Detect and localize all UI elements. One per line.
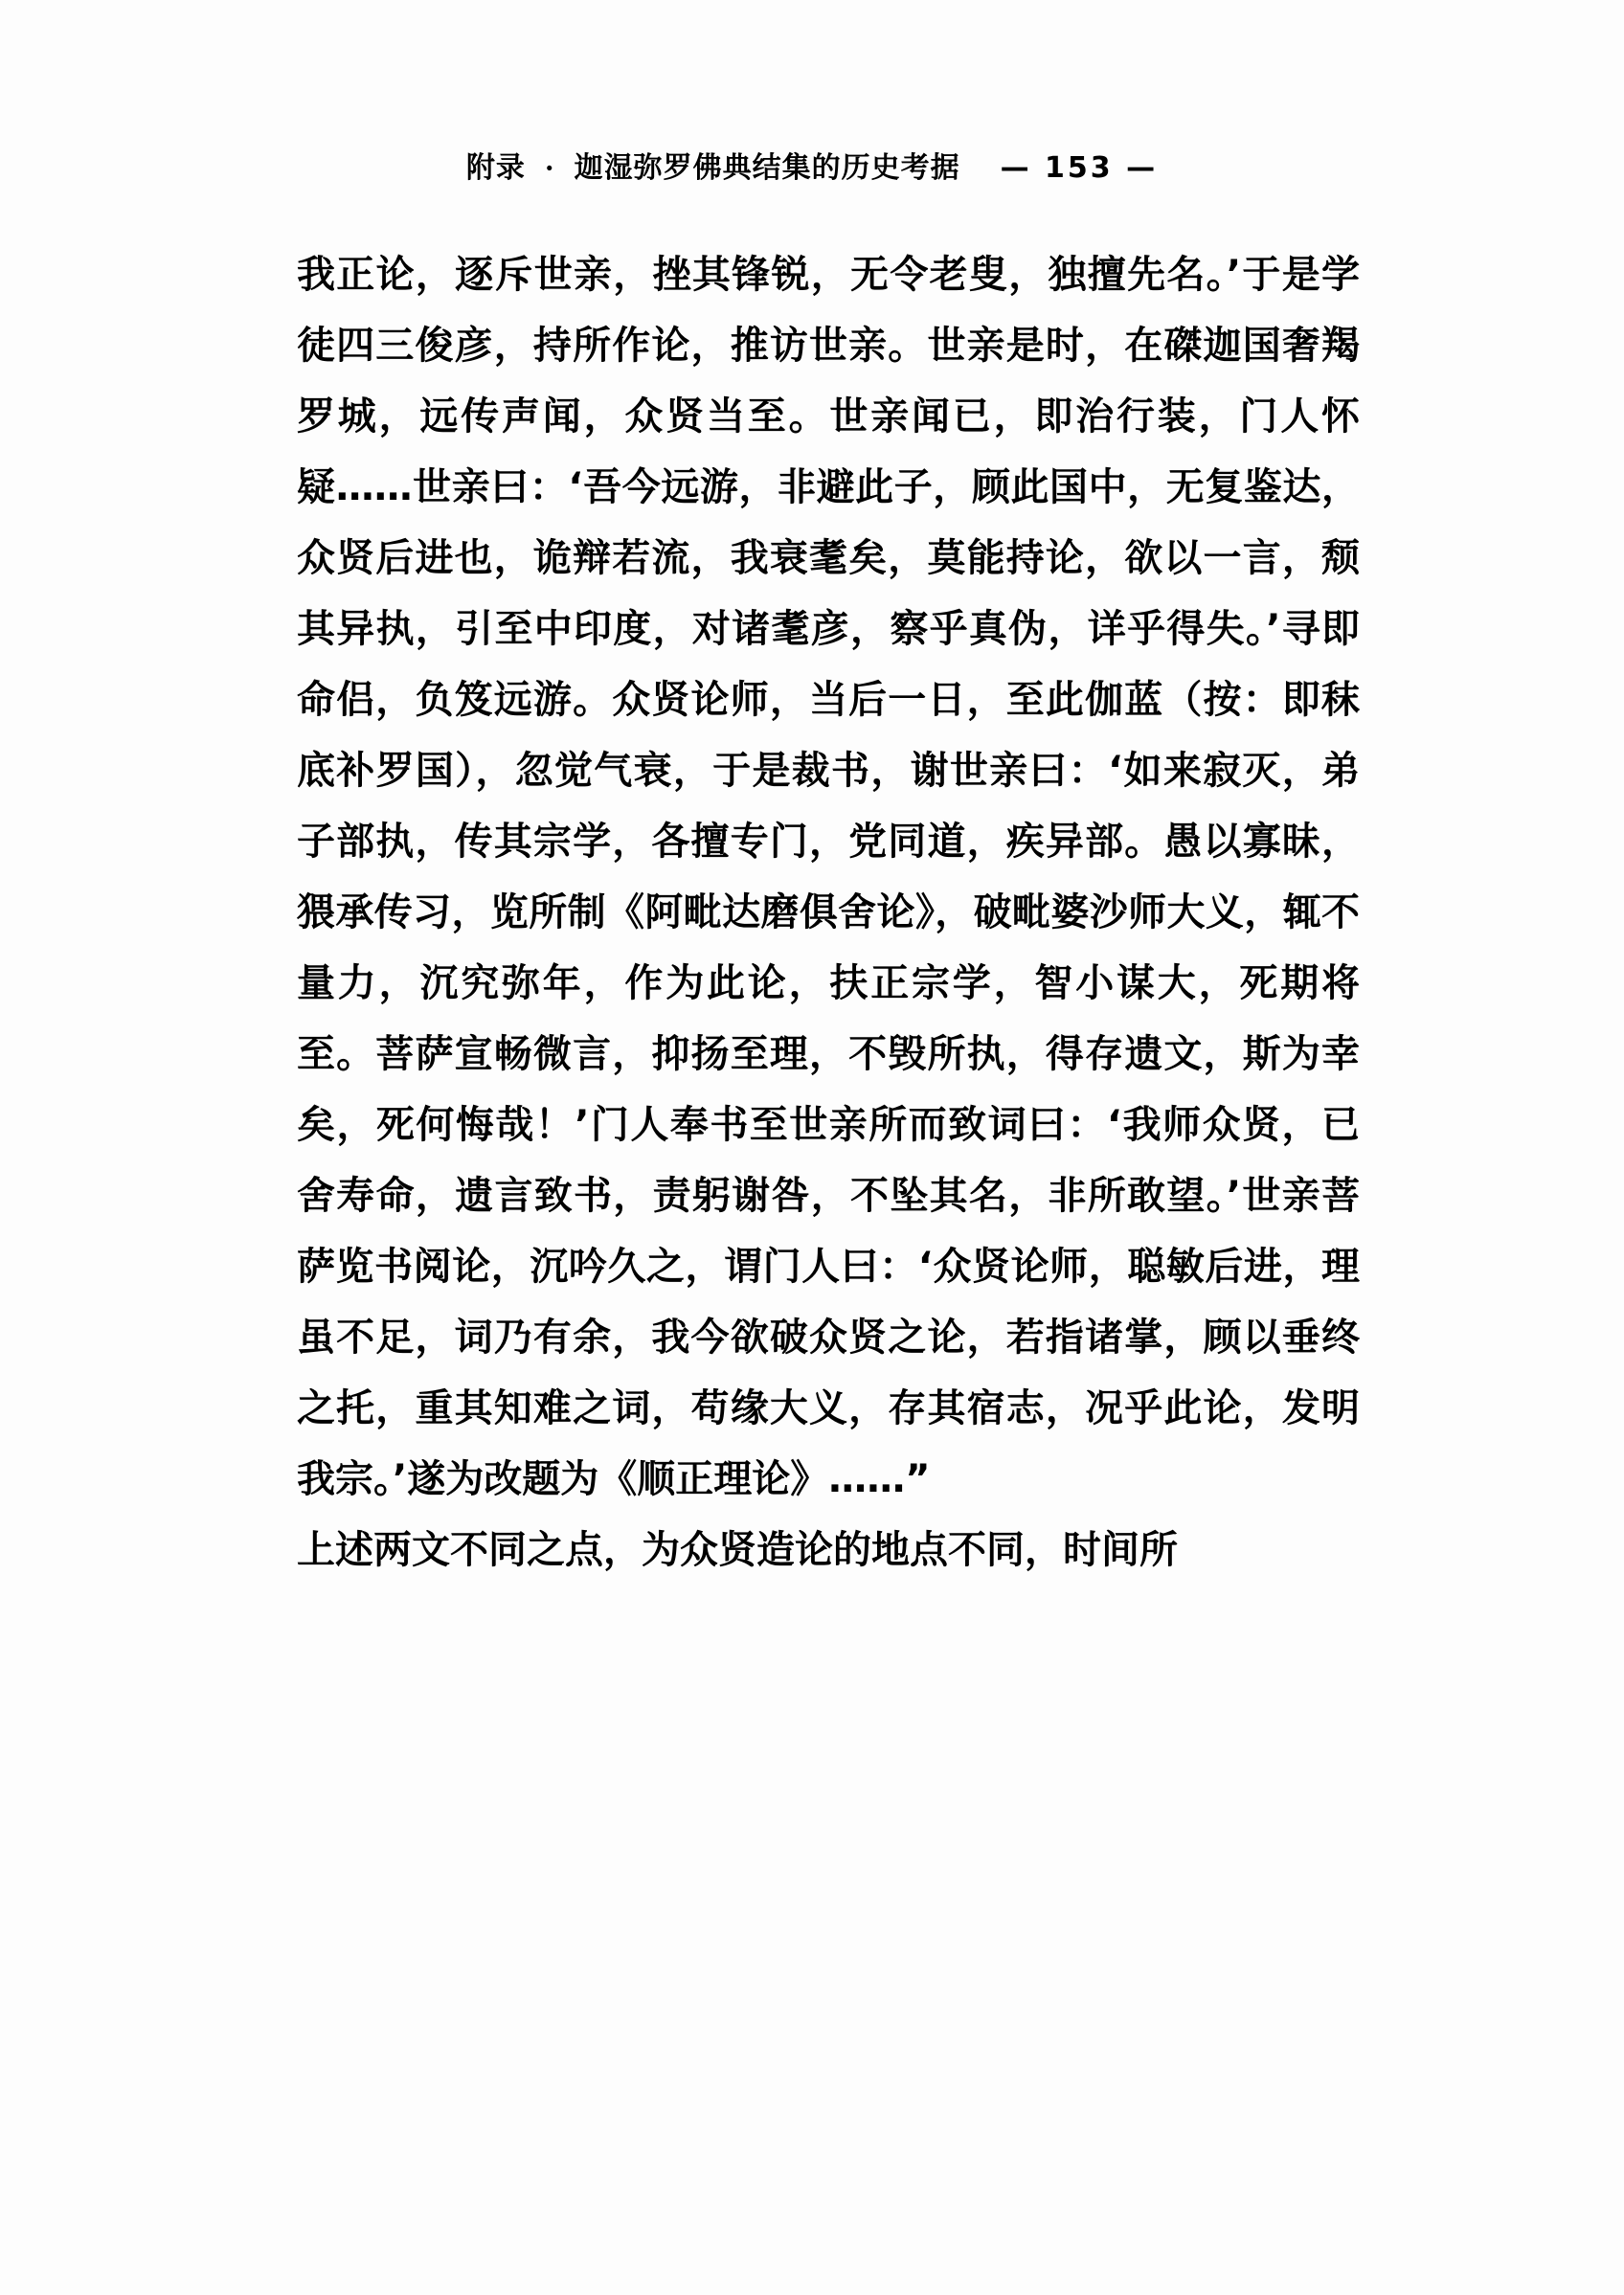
paragraph-commentary: 上述两文不同之点，为众贤造论的地点不同，时间所 — [297, 1528, 1178, 1572]
page-number: — 153 — — [1000, 151, 1159, 185]
page-body — [297, 239, 1360, 1586]
header-separator: · — [544, 152, 555, 184]
header-title: 迦湿弥罗佛典结集的历史考据 — [574, 151, 960, 185]
page-header — [0, 144, 1624, 186]
header-section-label: 附录 — [465, 151, 526, 185]
paragraph-quote: 我正论，逐斥世亲，挫其锋锐，无令老叟，独擅先名。’于是学徒四三俊彦，持所作论，推访世亲。世亲是时，在磔迦国奢羯罗城，远传声闻，众贤当至。世亲闻已，即治行装，门人怀疑……世亲曰：‘吾今远游，非避此子，顾此国中，无复鉴达，众贤后进也，诡辩若流，我衰耄矣，莫能持论，欲以一言，颓其异执，引至中印度，对诸耄彦，察乎真伪，详乎得失。’寻即命侣，负笈远游。众贤论师，当后一日，至此伽蓝（按：即秣底补罗国），忽觉气衰，于是裁书，谢世亲曰：‘如来寂灭，弟子部执，传其宗学，各擅专门，党同道，疾异部。愚以寡昧，猥承传习，览所制《阿毗达磨俱舍论》，破毗婆沙师大义，辄不量力，沉究弥年，作为此论，扶正宗学，智小谋大，死期将至。菩萨宣畅微言，抑扬至理，不毁所执，得存遗文，斯为幸矣，死何悔哉！’门人奉书至世亲所而致词曰：‘我师众贤，已舍寿命，遗言致书，责躬谢咎，不坠其名，非所敢望。’世亲菩萨览书阅论，沉吟久之，谓门人曰：‘众贤论师，聪敏后进，理虽不足，词乃有余，我今欲破众贤之论，若指诸掌，顾以垂终之托，重其知难之词，苟缘大义，存其宿志，况乎此论，发明我宗。’遂为改题为《顺正理论》……” — [297, 253, 1360, 1501]
